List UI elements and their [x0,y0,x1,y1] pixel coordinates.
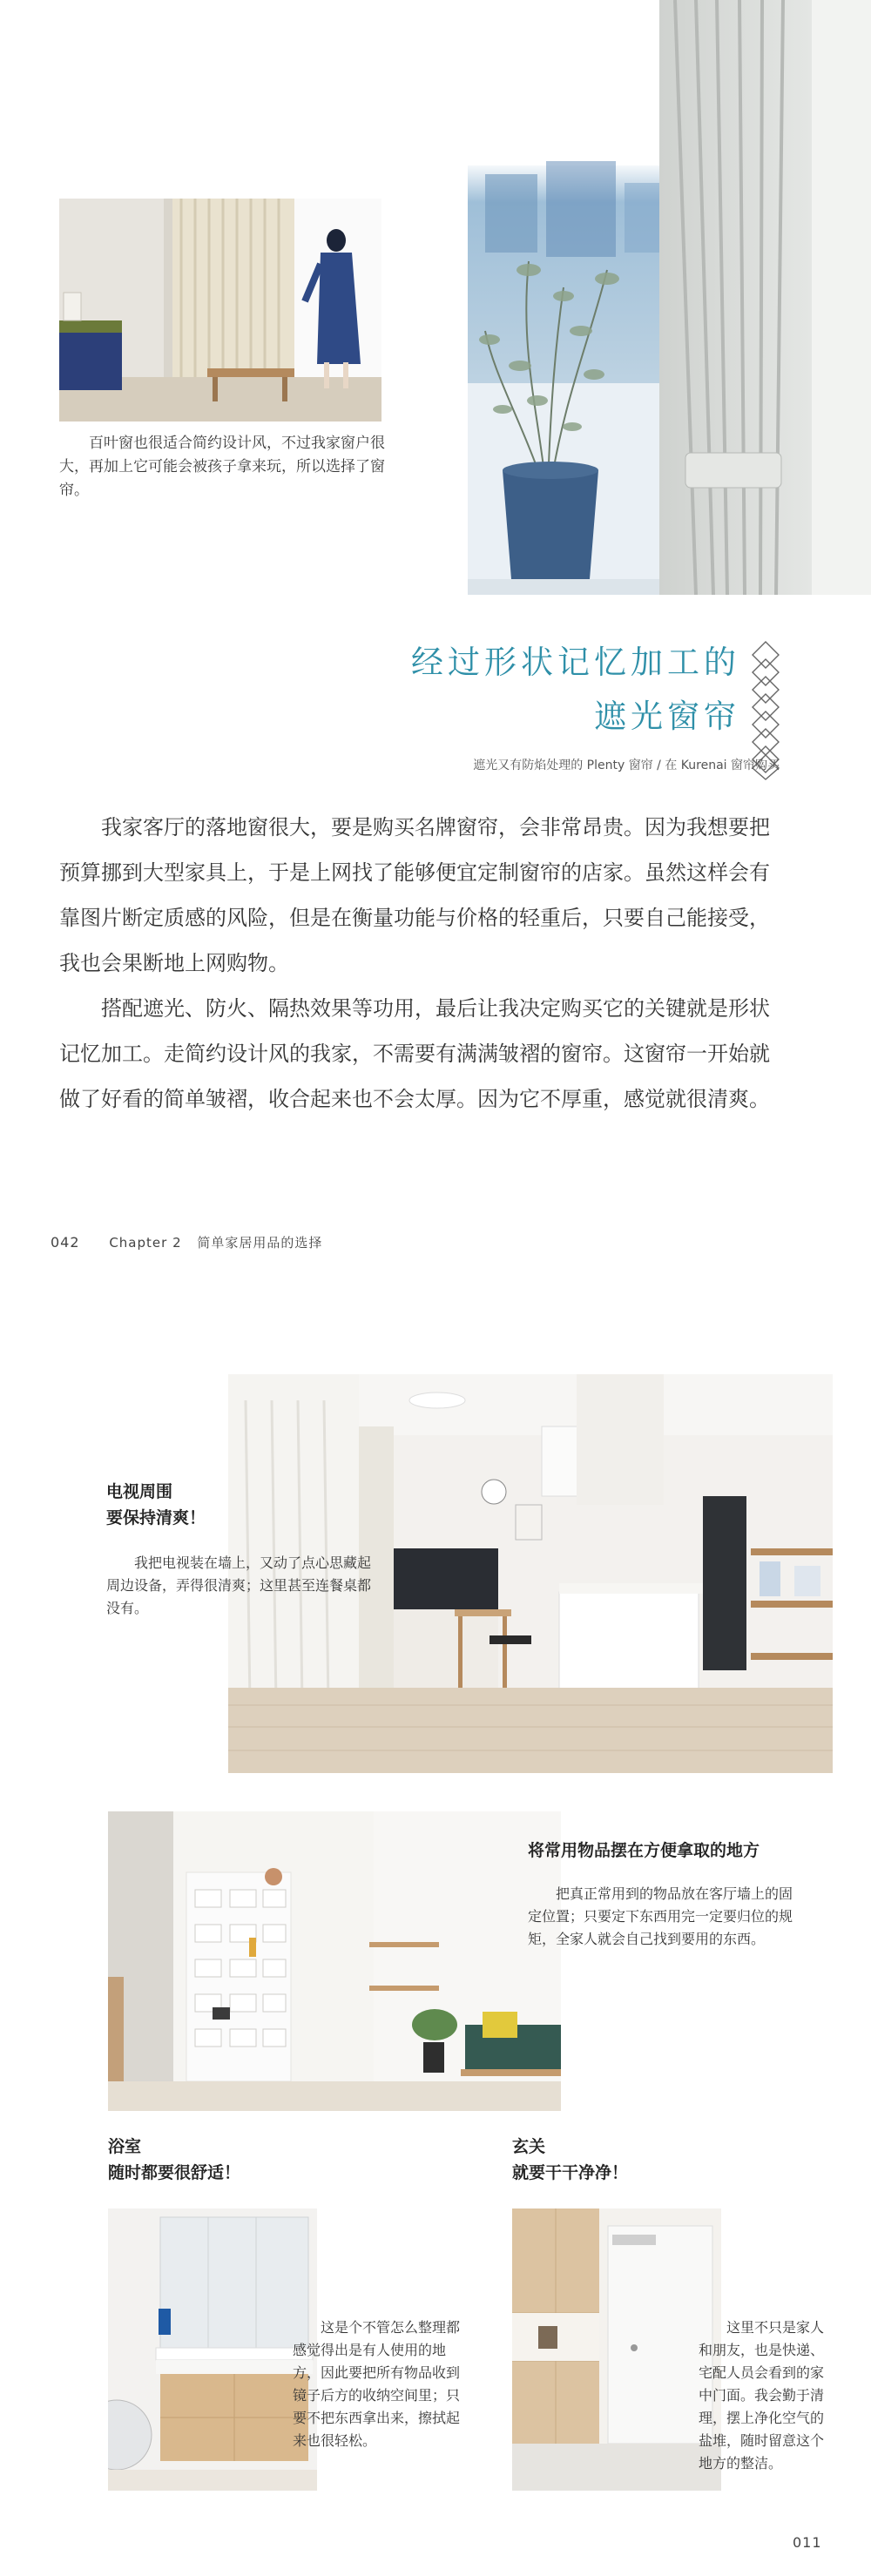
photo-entrance [512,2208,721,2491]
caption-small-photo: 百叶窗也很适合简约设计风，不过我家窗户很大，再加上它可能会被孩子拿来玩，所以选择了窗帘。 [59,435,385,499]
heading-bath-line2: 随时都要很舒适！ [108,2163,241,2182]
photo-curtain-room [59,199,381,421]
article-title-line2: 遮光窗帘 [594,698,740,735]
page-footer-left [51,1233,322,1251]
heading-entry-line1: 玄关 [512,2137,546,2156]
chapter-label: Chapter 2 [109,1235,182,1251]
article-title-line1: 经过形状记忆加工的 [411,644,740,681]
chapter-title: 简单家居用品的选择 [197,1235,323,1251]
article-subtitle: 遮光又有防焰处理的 Plenty 窗帘 / 在 Kurenai 窗帘购买 [473,759,780,772]
heading-tv-line2: 要保持清爽！ [106,1508,206,1527]
text-storage: 把真正常用到的物品放在客厅墙上的固定位置；只要定下东西用完一定要归位的规矩，全家人就会自己找到要用的东西。 [528,1885,793,1947]
photo-window-plant [468,0,871,595]
paragraph-2: 搭配遮光、防火、隔热效果等功用，最后让我决定购买它的关键就是形状记忆加工。走简约设计风的我家，不需要有满满皱褶的窗帘。这窗帘一开始就做了好看的简单皱褶，收合起来也不会太厚。因为它不厚重，感觉就很清爽。 [59,996,770,1111]
heading-entry-line2: 就要干干净净！ [512,2163,629,2182]
text-bath: 这是个不管怎么整理都感觉得出是有人使用的地方，因此要把所有物品收到镜子后方的收纳空间里；只要不把东西拿出来，擦拭起来也很轻松。 [293,2319,461,2449]
page-number: 042 [51,1234,80,1251]
text-entry: 这里不只是家人和朋友，也是快递、宅配人员会看到的家中门面。我会勤于清理，摆上净化空气的盐堆，随时留意这个地方的整洁。 [699,2319,825,2471]
photo-storage-wall [108,1811,561,2111]
heading-storage: 将常用物品摆在方便拿取的地方 [528,1841,760,1860]
page-number-right: 011 [793,2534,822,2551]
photo-bathroom [108,2208,317,2491]
paragraph-1: 我家客厅的落地窗很大，要是购买名牌窗帘，会非常昂贵。因为我想要把预算挪到大型家具上，于是上网找了能够便宜定制窗帘的店家。虽然这样会有靠图片断定质感的风险，但是在衡量功能与价格的轻重后，只要自己能接受，我也会果断地上网购物。 [59,815,770,975]
text-tv: 我把电视装在墙上，又动了点心思藏起周边设备，弄得很清爽；这里甚至连餐桌都没有。 [106,1554,372,1616]
heading-bath-line1: 浴室 [108,2137,142,2156]
heading-tv-line1: 电视周围 [106,1482,173,1501]
article-body [59,805,782,1122]
